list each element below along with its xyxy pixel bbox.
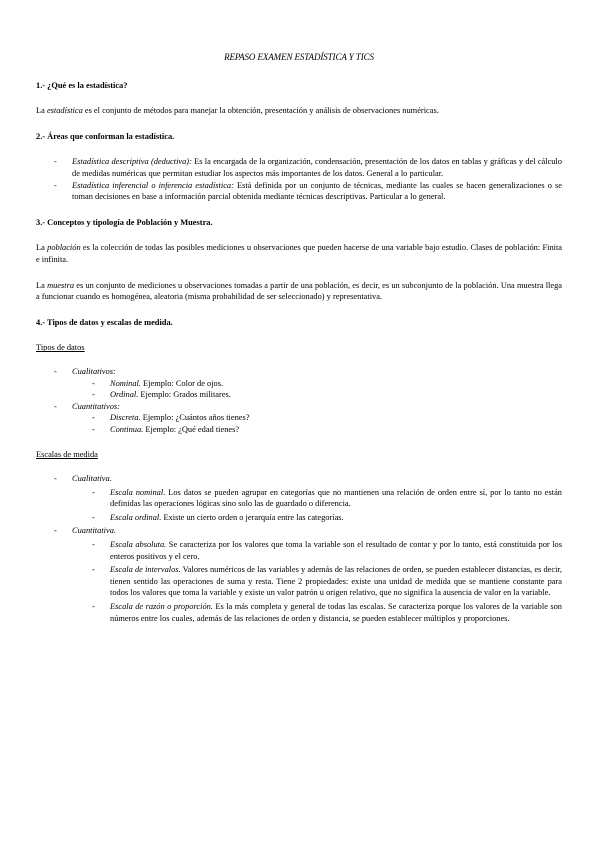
list-item: - Escala de intervalos. Valores numéricos de las variables y además de las relaciones de orden, se pueden establecer distancias, es decir, tienen sentido las operaciones de suma y resta. Tiene 2 propiedades: existe una unidad de medida que se mantiene constante para todos los valores que toma la variable y existe un valor patrón u origen relativo, que no significa la ausencia de valor en la variable.	[92, 565, 562, 598]
tipos-de-datos-subheading: Tipos de datos	[36, 343, 85, 353]
list-item: - Cuantitativa.	[54, 526, 116, 536]
list-item: - Cuantitativos:	[54, 401, 120, 411]
list-item: - Escala nominal. Los datos se pueden agrupar en categorías que no mantienen una relación de orden entre sí, por lo tanto no están definidas las operaciones lógicas sino solo las de guardado o diferencia.	[92, 487, 562, 509]
escalas-de-medida-subheading: Escalas de medida	[36, 450, 98, 460]
poblacion-paragraph: La población es la colección de todas las posibles mediciones u observaciones que pueden hacerse de una variable bajo estudio. Clases de población: Finita e infinita.	[36, 243, 562, 264]
tipos-list	[36, 366, 562, 436]
list-item: - Estadística inferencial o inferencia estadística: Está definida por un conjunto de técnicas, mediante las cuales se hacen generalizaciones o se toman decisiones en base a información parcial obtenida mediante técnicas descriptivas. Particular a lo general.	[54, 180, 562, 202]
escalas-list	[36, 473, 562, 624]
term-estadistica: estadística	[46, 106, 83, 116]
section-1-heading: 1.- ¿Qué es la estadística?	[36, 80, 128, 90]
document-page	[36, 52, 562, 638]
list-item: - Escala de razón o proporción. Es la más completa y general de todas las escalas. Se caracteriza porque los valores de la variable son números entre los cuales, además de las relaciones de orden y distancia, se pueden establecer múltiplos y proporciones.	[92, 602, 562, 623]
list-item: - Cualitativa.	[54, 474, 112, 484]
muestra-paragraph: La muestra es un conjunto de mediciones u observaciones tomadas a partir de una población, es decir, es un subconjunto de la población. Una muestra llega a funcionar cuando es homogénea, aleatoria (misma probabilidad de ser seleccionado) y representativa.	[36, 280, 562, 302]
areas-list	[36, 156, 562, 202]
list-item: - Estadística descriptiva (deductiva): Es la encargada de la organización, condensación, presentación de los datos en tablas y gráficas y del cálculo de medidas numéricas que permitan estudiar los aspectos más importantes de los datos. General a lo particular.	[54, 157, 562, 178]
list-item: - Cualitativos:	[54, 366, 116, 376]
list-item: - Escala absoluta. Se caracteriza por los valores que toma la variable son el resultado de contar y por lo tanto, está constituida por los enteros positivos y el cero.	[92, 540, 562, 561]
list-item: - Ordinal. Ejemplo: Grados militares.	[92, 390, 231, 400]
section-1-paragraph: La estadística es el conjunto de métodos para manejar la obtención, presentación y análisis de observaciones numéricas.	[36, 106, 439, 116]
document-title: REPASO EXAMEN ESTADÍSTICA Y TICS	[224, 52, 374, 62]
section-3-heading: 3.- Conceptos y tipología de Población y Muestra.	[36, 217, 213, 227]
list-item: - Escala ordinal. Existe un cierto orden o jerarquía entre las categorías.	[92, 512, 344, 522]
section-4-heading: 4.- Tipos de datos y escalas de medida.	[36, 317, 173, 327]
list-item: - Nominal. Ejemplo: Color de ojos.	[92, 378, 224, 388]
list-item: - Continua. Ejemplo: ¿Qué edad tienes?	[92, 424, 240, 434]
section-2-heading: 2.- Áreas que conforman la estadística.	[36, 131, 175, 141]
list-item: - Discreta. Ejemplo: ¿Cuántos años tienes?	[92, 413, 250, 423]
